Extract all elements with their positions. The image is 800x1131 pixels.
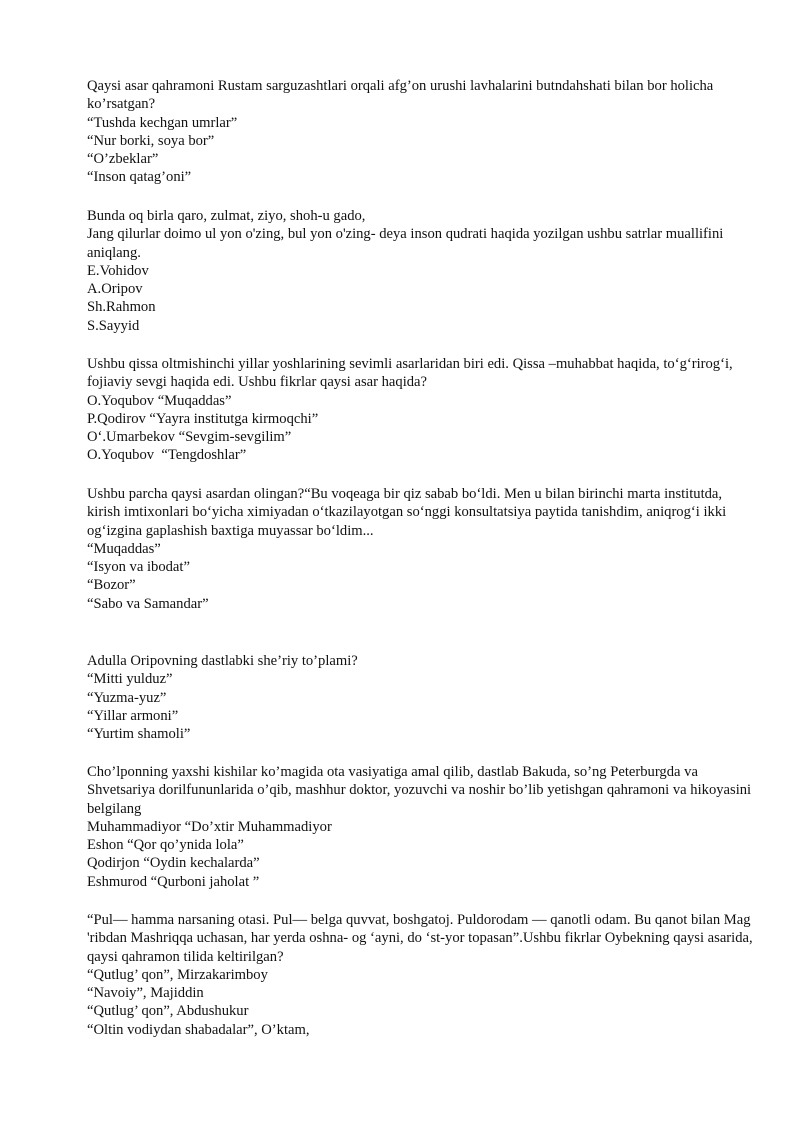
answer-option: O‘.Umarbekov “Sevgim-sevgilim” — [87, 429, 292, 446]
question-text: Cho’lponning yaxshi kishilar ko’magida ota vasiyatiga amal qilib, dastlab Bakuda, so’ng Peterburgda va Shvetsariya dorilfununlarida o’qib, mashhur doktor, yozuvchi va noshir bo’lib yetishgan qahramoni va hikoyasini belgilang — [87, 764, 752, 817]
answer-option: O.Yoqubov “Tengdoshlar” — [87, 447, 247, 464]
answer-option: “Oltin vodiydan shabadalar”, O’ktam, — [87, 1021, 310, 1038]
question-text: Qaysi asar qahramoni Rustam sarguzashtlari orqali afg’on urushi lavhalarini butndahshati bilan bor holicha ko’rsatgan? — [87, 78, 714, 113]
answer-option: O.Yoqubov “Muqaddas” — [87, 392, 232, 409]
answer-option: “Qutlug’ qon”, Mirzakarimboy — [87, 966, 268, 983]
question-text: Adulla Oripovning dastlabki she’riy to’plami? — [87, 653, 358, 669]
answer-option: Sh.Rahmon — [87, 299, 156, 316]
answer-option: E.Vohidov — [87, 262, 149, 279]
answer-option: “Yillar armoni” — [87, 707, 179, 724]
answer-option: “Nur borki, soya bor” — [87, 132, 215, 149]
answer-option: “O’zbeklar” — [87, 151, 159, 168]
question-block — [87, 207, 757, 335]
question-text: Jang qilurlar doimo ul yon o'zing, bul yon o'zing- deya inson qudrati haqida yozilgan ushbu satrlar muallifini aniqlang. — [87, 226, 724, 261]
question-block — [87, 911, 757, 1039]
answer-option: “Qutlug’ qon”, Abdushukur — [87, 1003, 249, 1020]
answer-option: Eshmurod “Qurboni jaholat ” — [87, 873, 260, 890]
question-block — [87, 652, 757, 743]
answer-option: “Yurtim shamoli” — [87, 726, 191, 743]
question-text: “Pul— hamma narsaning otasi. Pul— belga quvvat, boshgatoj. Puldorodam — qanotli odam. Bu qanot bilan Mag 'ribdan Mashriqqa uchasan, har yerda oshna- og ‘ayni, do ‘st-yor topasan”.Ushbu fikrlar Oybekning qaysi asarida, qaysi qahramon tilida keltirilgan? — [87, 912, 753, 965]
answer-option: “Mitti yulduz” — [87, 671, 173, 688]
answer-option: A.Oripov — [87, 281, 143, 298]
answer-option: “Inson qatag’oni” — [87, 169, 192, 186]
answer-option: S.Sayyid — [87, 317, 140, 334]
answer-option: “Navoiy”, Majiddin — [87, 985, 204, 1002]
question-block — [87, 485, 757, 613]
answer-option: “Isyon va ibodat” — [87, 559, 190, 576]
answer-option: “Tushda kechgan umrlar” — [87, 114, 238, 131]
question-block — [87, 355, 757, 465]
answer-option: “Muqaddas” — [87, 540, 161, 557]
answer-option: P.Qodirov “Yayra institutga kirmoqchi” — [87, 410, 319, 427]
answer-option: “Yuzma-yuz” — [87, 689, 167, 706]
answer-option: “Sabo va Samandar” — [87, 595, 209, 612]
answer-option: Eshon “Qor qo’ynida lola” — [87, 837, 244, 854]
question-text: Ushbu parcha qaysi asardan olingan?“Bu voqeaga bir qiz sabab bo‘ldi. Men u bilan birinchi marta institutda, kirish imtixonlari bo‘yicha ximiyadan o‘tkazilayotgan so‘nggi konsultatsiya paytida tanishdim, aniqrog‘i ikki og‘izgina gaplashish baxtiga muyassar bo‘ldim... — [87, 486, 727, 539]
answer-option: Qodirjon “Oydin kechalarda” — [87, 855, 260, 872]
question-text: Ushbu qissa oltmishinchi yillar yoshlarining sevimli asarlaridan biri edi. Qissa –muhabbat haqida, to‘g‘rirog‘i, fojiaviy sevgi haqida edi. Ushbu fikrlar qaysi asar haqida? — [87, 356, 733, 391]
answer-option: “Bozor” — [87, 577, 136, 594]
question-block — [87, 763, 757, 891]
question-block — [87, 77, 757, 187]
answer-option: Muhammadiyor “Do’xtir Muhammadiyor — [87, 818, 332, 835]
question-text: Bunda oq birla qaro, zulmat, ziyo, shoh-u gado, — [87, 208, 366, 224]
